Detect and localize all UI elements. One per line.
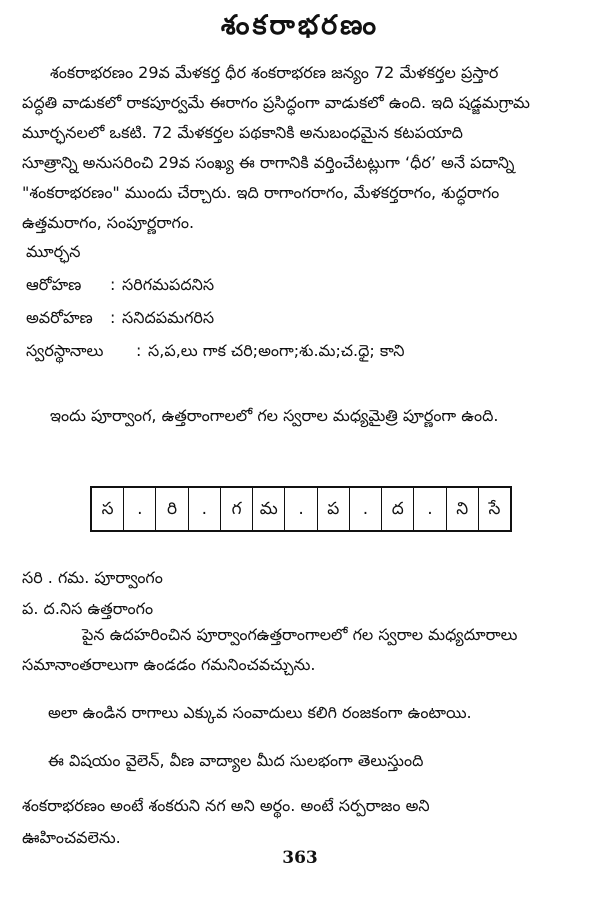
meaning-line: శంకరాభరణం అంటే శంకరుని నగ అని అర్థం. అంటే సర్పరాజం అని [22,796,430,815]
swara-cell: . [123,488,155,530]
intro-line: ఉత్తమరాగం, సంపూర్ణరాగం. [22,213,195,232]
arohana-label: ఆరోహణ [26,275,82,294]
intro-line: "శంకరాభరణం" ముందు చేర్చారు. ఇది రాగాంగరాగం, మేళకర్తరాగం, శుద్ధరాగం [22,183,500,202]
swara-cell: . [188,488,220,530]
swarasthanalu-row [26,338,586,364]
swara-cell: స [101,499,114,519]
swara-cell: ప [317,488,349,530]
uttarangam-line: ప. ద.నిస ఉత్తరాంగం [22,599,154,618]
arohana-separator: : [110,275,116,294]
murchana-label: మూర్ఛన [26,242,81,261]
swara-cell: రి [155,488,187,530]
example-line: సమానాంతరాలుగా ఉండడం గమనించవచ్చును. [22,655,316,674]
intro-line: మూర్ఛనలలో ఒకటి. 72 మేళకర్తల పథకానికి అనుబంధమైన కటపయాది [22,123,463,142]
avarohana-label: అవరోహణ [26,308,93,327]
avarohana-row [26,305,586,331]
swara-cell: . [349,488,381,530]
swara-cell: సే [478,488,510,530]
purvangam-line: సరి . గమ. పూర్వాంగం [22,568,163,587]
swara-cell: ని [446,488,478,530]
avarohana-value: సనిదపమగరిస [122,308,215,327]
example-paragraph [22,620,582,680]
swara-cell: మ [252,488,284,530]
arohana-value: సరిగమపదనిస [122,275,215,294]
page-title: శంకరాభరణం [220,10,380,41]
intro-line: పద్ధతి వాడుకలో రాకపూర్వమే ఈరాగం ప్రసిద్ధంగా వాడుకలో ఉంది. ఇది షడ్జమగ్రామ [22,93,530,112]
swarasthanalu-separator: : [136,341,142,360]
swara-cell: . [284,488,316,530]
swarasthanalu-label: స్వరస్థానాలు [26,341,104,360]
avarohana-separator: : [110,308,116,327]
intro-line: శంకరాభరణం 29వ మేళకర్త ధీర శంకరాభరణ జన్యం 72 మేళకర్తల ప్రస్తార [50,63,499,82]
swara-cell: ద [381,488,413,530]
meaning-paragraph [22,790,582,854]
page-number: 363 [282,848,318,868]
swara-cell: . [413,488,445,530]
arohana-row [26,272,586,298]
intro-paragraph [22,58,582,238]
samvadi-line: అలా ఉండిన రాగాలు ఎక్కువ సంవాదులు కలిగి రంజకంగా ఉంటాయి. [48,703,472,722]
violin-line: ఈ విషయం వైలెన్, వీణ వాద్యాల మీద సులభంగా తెలుస్తుంది [48,751,424,770]
meaning-line: ఊహించవలెను. [22,828,121,847]
swara-table [90,486,512,532]
example-line: పైన ఉదహరించిన పూర్వాంగఉత్తరాంగాలలో గల స్వరాల మధ్యదూరాలు [82,625,518,644]
intro-line: సూత్రాన్ని అనుసరించి 29వ సంఖ్య ఈ రాగానికి వర్తించేటట్లుగా ‘ధీర’ అనే పదాన్ని [22,153,515,172]
swara-cell: గ [220,488,252,530]
maitri-line: ఇందు పూర్వాంగ, ఉత్తరాంగాలలో గల స్వరాల మధ్యమైత్రి పూర్ణంగా ఉంది. [50,406,499,425]
swarasthanalu-value: స,ప,లు గాక చరి;అంగా;శు.మ;చ.ధై; కాని [148,341,405,360]
